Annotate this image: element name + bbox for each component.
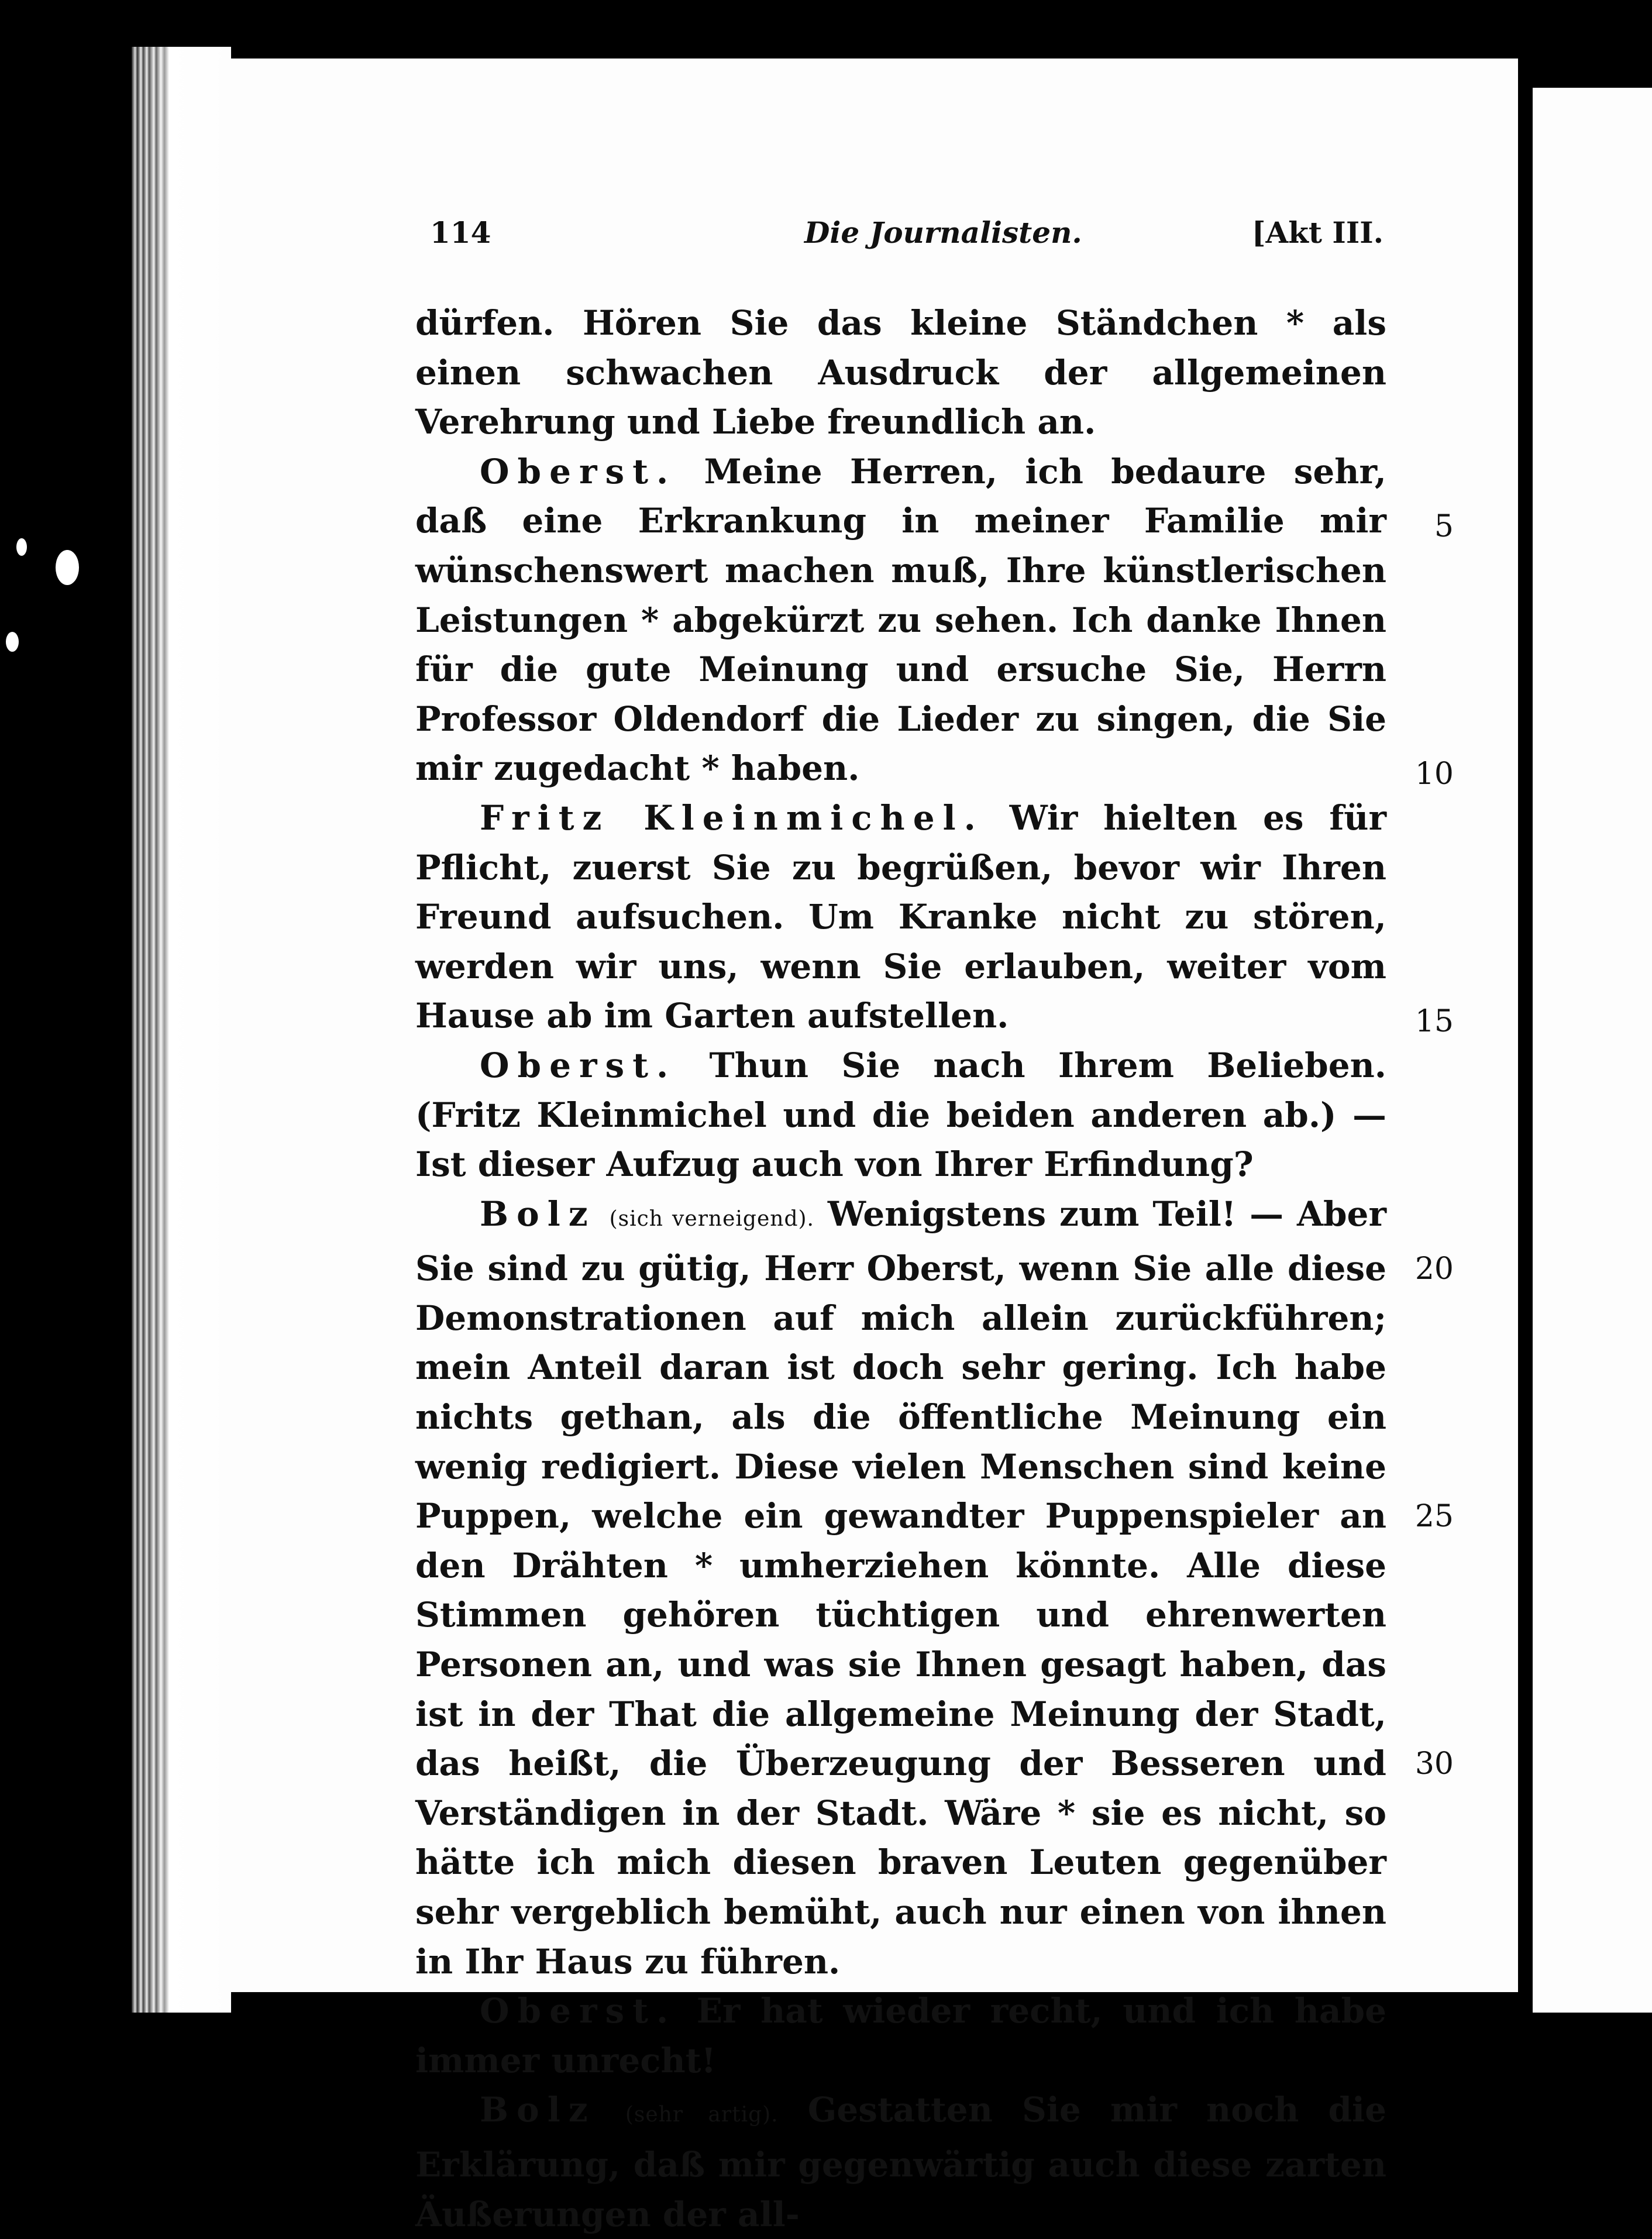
speaker-name: Oberst. [480, 451, 677, 491]
paragraph [415, 793, 1386, 1041]
line-number: 10 [1414, 756, 1454, 792]
facing-page-edge [1533, 88, 1652, 2013]
line-number: 20 [1414, 1251, 1454, 1287]
stage-direction: (sehr artig). [625, 2103, 779, 2127]
paragraph-text: Wenigstens zum Teil! — Aber Sie sind zu gütig, Herr Oberst, wenn Sie alle diese Demonstrationen auf mich allein zurückführen; mein Anteil daran ist doch sehr gering. Ich habe nichts gethan, als die öffentliche Meinung ein wenig redigiert. Diese vielen Menschen sind keine Puppen, welche ein gewandter Puppenspieler an den Drähten * umherziehen könnte. Alle diese Stimmen gehören tüchtigen und ehrenwerten Personen an, und was sie Ihnen gesagt haben, das ist in der That die allgemeine Meinung der Stadt, das heißt, die Überzeugung der Besseren und Verständigen in der Stadt. Wäre * sie es nicht, so hätte ich mich diesen braven Leuten gegenüber sehr vergeblich bemüht, auch nur einen von ihnen in Ihr Haus zu führen. [415, 1194, 1386, 1982]
paragraph [415, 1041, 1386, 1189]
paragraph [415, 1189, 1386, 1987]
speaker-name: Fritz Kleinmichel. [480, 797, 984, 838]
scan-speck [16, 538, 27, 556]
speaker-name: Oberst. [480, 1045, 677, 1085]
running-header [430, 215, 1383, 256]
scan-speck [56, 550, 79, 585]
speaker-name: Oberst. [480, 1991, 677, 2031]
book-page-edges [132, 47, 231, 2013]
speaker-name: Bolz [480, 2090, 596, 2130]
speaker-name: Bolz [480, 1194, 596, 1234]
paragraph-text: Gestatten Sie mir noch die Erklärung, daß mir gegenwärtig auch diese zarten Äußerungen der all- [415, 2090, 1386, 2234]
line-number: 5 [1434, 509, 1454, 544]
paragraph-text: Thun Sie nach Ihrem Belieben. (Fritz Kleinmichel und die beiden anderen ab.) — Ist dieser Aufzug auch von Ihrer Erfindung? [415, 1045, 1386, 1185]
stage-direction: (sich verneigend). [609, 1206, 814, 1231]
act-label: [Akt III. [1251, 215, 1383, 250]
line-number: 30 [1414, 1746, 1454, 1781]
scan-speck [6, 632, 19, 652]
paragraph-text: dürfen. Hören Sie das kleine Ständchen * als einen schwachen Ausdruck der allgemeinen Verehrung und Liebe freundlich an. [415, 303, 1386, 442]
paragraph-text: Wir hielten es für Pflicht, zuerst Sie zu begrüßen, bevor wir Ihren Freund aufsuchen. Um Kranke nicht zu stören, werden wir uns, wenn Sie erlauben, weiter vom Hause ab im Garten aufstellen. [415, 797, 1386, 1036]
page-number: 114 [430, 215, 491, 250]
paragraph [415, 1986, 1386, 2085]
line-number: 15 [1414, 1004, 1454, 1039]
running-title: Die Journalisten. [804, 215, 1082, 250]
paragraph [415, 298, 1386, 447]
paragraph-text: Er hat wieder recht, und ich habe immer unrecht! [415, 1991, 1386, 2080]
paragraph [415, 2085, 1386, 2239]
line-number: 25 [1414, 1499, 1454, 1534]
paragraph-text: Meine Herren, ich bedaure sehr, daß eine Erkrankung in meiner Familie mir wünschenswert machen muß, Ihre künstlerischen Leistungen * abgekürzt zu sehen. Ich danke Ihnen für die gute Meinung und ersuche Sie, Herrn Professor Oldendorf die Lieder zu singen, die Sie mir zugedacht * haben. [415, 451, 1386, 789]
body-text [415, 298, 1386, 2239]
paragraph [415, 447, 1386, 793]
